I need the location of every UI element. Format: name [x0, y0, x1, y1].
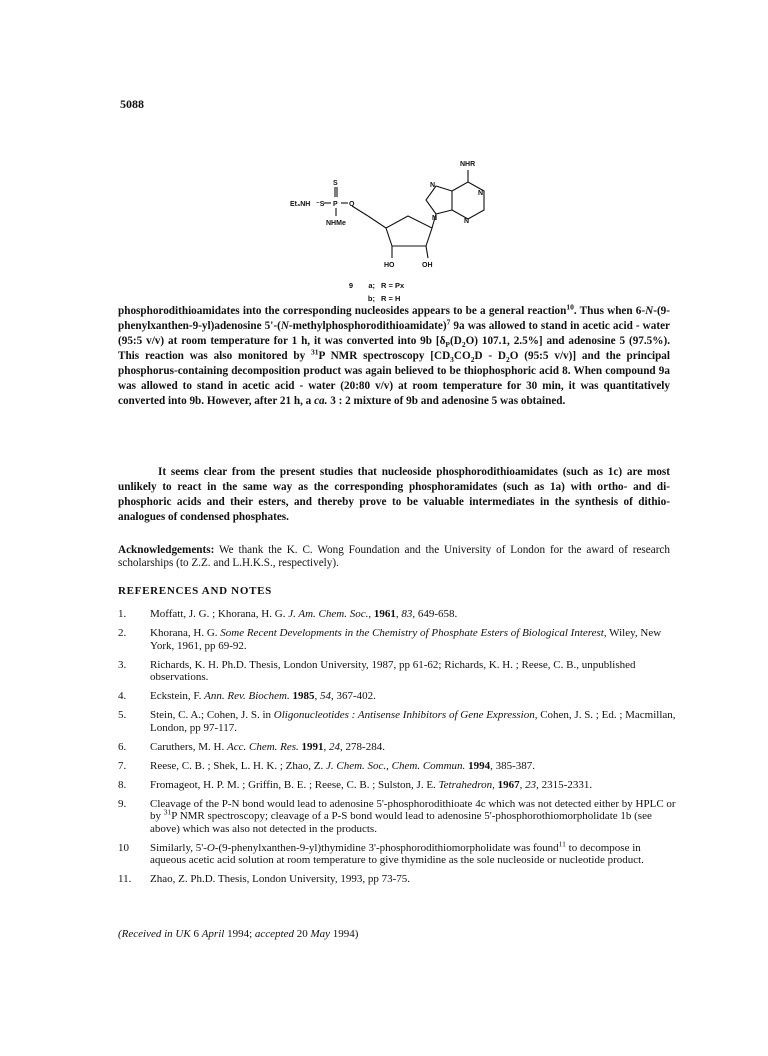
reference-item: [118, 760, 678, 773]
reference-number: 9.: [118, 797, 127, 810]
structure-label-oh: OH: [422, 262, 433, 269]
reference-text: Richards, K. H. Ph.D. Thesis, London University, 1987, pp 61-62; Richards, K. H. ; Reese, C. B., unpublished observations.: [150, 658, 636, 683]
variant-label: b;: [367, 294, 375, 303]
reference-item: [118, 741, 678, 754]
variant-row: [338, 279, 404, 292]
variant-text: R = Px: [381, 281, 405, 290]
reference-item: [118, 798, 678, 836]
references-heading: REFERENCES AND NOTES: [118, 585, 272, 597]
acknowledgements: [118, 544, 670, 570]
reference-text: Zhao, Z. Ph.D. Thesis, London University, 1993, pp 73-75.: [150, 873, 411, 885]
structure-drawing: [290, 150, 530, 300]
reference-item: [118, 838, 678, 867]
paragraph-1: phosphorodithioamidates into the corresponding nucleosides appears to be a general reaction$^{10}$. Thus when 6-N-(9-phenylxanthen-9-yl)adenosine 5'-(N-methylphosphorodithioamidate)$^7$ 9a was allowed to stand in acetic acid - water (95:5 v/v) at room temperature for 1 h, it was converted into 9b [$\delta_P(D_2O)$ 107.1, 2.5%] and adenosine 5 (97.5%). This reaction was also monitored by $^{31}$P NMR spectroscopy [$CD_3CO_2D - D_2O$ (95:5 v/v)] and the principal phosphorus-containing decomposition product was again believed to be thiophosphoric acid 8. When compound 9a was allowed to stand in acetic acid - water (20:80 v/v) at room temperature for 30 min, it was quantitatively converted into 9b. However, after 21 h, a ca. 3 : 2 mixture of 9b and adenosine 5 was obtained.: [118, 302, 671, 407]
variant-number: 9: [348, 281, 353, 290]
structure-label-n2: N: [478, 190, 484, 197]
reference-number: 8.: [118, 778, 127, 791]
reference-number: 7.: [118, 759, 127, 772]
reference-number: 4.: [118, 690, 127, 702]
reference-text: Khorana, H. G. Some Recent Developments in the Chemistry of Phosphate Esters of Biological Interest, Wiley, New York, 1961, pp 69-92.: [150, 627, 662, 652]
structure-label-ho: HO: [384, 262, 395, 269]
reference-item: [118, 690, 678, 703]
page-number: 5088: [120, 97, 144, 111]
reference-number: 11.: [118, 873, 132, 885]
acknowledgements-text: We thank the K. C. Wong Foundation and the University of London for the award of research scholarships (to Z.Z. and L.H.K.S., respectively).: [118, 544, 670, 569]
reference-number: 1.: [118, 608, 127, 620]
reference-number: 6.: [118, 740, 127, 753]
references-list: [118, 608, 678, 892]
compound-variants: [338, 279, 404, 305]
paragraph-2: It seems clear from the present studies that nucleoside phosphorodithioamidates (such as 1c) are most unlikely to react in the same way as the corresponding phosphoramidates (such as 1a) with ortho- and di-phosphoric acids and their esters, and thereby prove to be valuable intermediates in the synthesis of dithio-analogues of condensed phosphates.: [118, 466, 670, 523]
reference-text: Cleavage of the P-N bond would lead to adenosine 5'-phosphorodithioate 4c which was not detected either by HPLC or by $^{31}$P NMR spectroscopy; cleavage of a P-S bond would lead to adenosine 5'-phosphorothiomorpholidate 1b (see above) which was also not detected in the products.: [150, 797, 676, 835]
reference-number: 2.: [118, 627, 127, 639]
structure-label-nhme: NHMe: [326, 220, 346, 227]
chemical-structure: [290, 150, 530, 300]
reference-text: Fromageot, H. P. M. ; Griffin, B. E. ; Reese, C. B. ; Sulston, J. E. Tetrahedron, 1967, 23, 2315-2331.: [150, 778, 593, 791]
reference-number: 5.: [118, 709, 127, 721]
reference-item: [118, 659, 678, 684]
reference-number: 3.: [118, 658, 127, 671]
reference-text: Moffatt, J. G. ; Khorana, H. G. J. Am. Chem. Soc., 1961, 83, 649-658.: [150, 608, 458, 620]
reference-item: [118, 709, 678, 734]
reference-item: [118, 627, 678, 652]
variant-text: R = H: [381, 294, 401, 303]
structure-label-s-top: S: [333, 180, 338, 187]
reference-text: Stein, C. A.; Cohen, J. S. in Oligonucleotides : Antisense Inhibitors of Gene Expression, Cohen, J. S. ; Ed. ; Macmillan, London, pp 97-117.: [150, 709, 676, 734]
structure-label-n3: N: [464, 218, 470, 225]
reference-item: [118, 608, 678, 621]
reference-item: [118, 873, 678, 886]
structure-label-s-minus: ⁻S: [316, 201, 325, 208]
acknowledgements-label: Acknowledgements:: [118, 544, 215, 556]
structure-label-et3nh: Et₃NH: [290, 201, 311, 208]
structure-label-n1: N: [430, 182, 436, 189]
reference-text: Caruthers, M. H. Acc. Chem. Res. 1991, 24, 278-284.: [150, 740, 385, 753]
reference-text: Similarly, 5'-O-(9-phenylxanthen-9-yl)thymidine 3'-phosphorodithiomorpholidate was found$^{11}$ to decompose in aqueous acetic acid solution at room temperature to give thymidine as the sole nucleoside or nucleotide product.: [150, 838, 644, 866]
reference-item: [118, 779, 678, 792]
structure-label-p: P: [333, 201, 338, 208]
structure-label-o: O: [349, 201, 355, 208]
variant-label: a;: [368, 281, 375, 290]
received-line: (Received in UK 6 April 1994; accepted 20 May 1994): [118, 928, 359, 940]
reference-text: Eckstein, F. Ann. Rev. Biochem. 1985, 54, 367-402.: [150, 690, 376, 702]
structure-label-nhr: NHR: [460, 161, 476, 168]
reference-number: 10: [118, 841, 129, 854]
reference-text: Reese, C. B. ; Shek, L. H. K. ; Zhao, Z. J. Chem. Soc., Chem. Commun. 1994, 385-387.: [150, 759, 535, 772]
structure-label-n4: N: [432, 215, 438, 222]
